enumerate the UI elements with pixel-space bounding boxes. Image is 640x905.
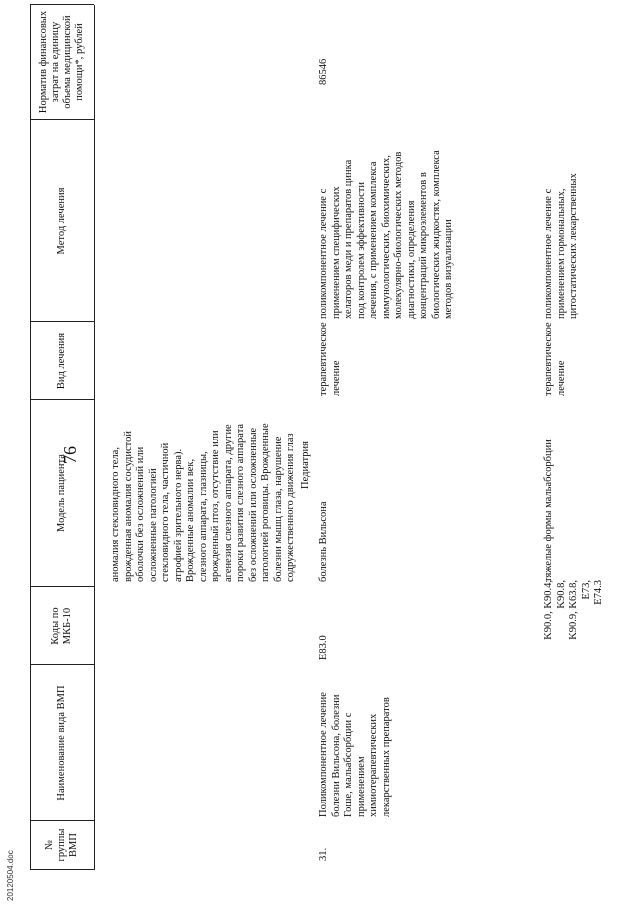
method-cell: поликомпонентное лечение с применением гормональных, цитостатических лекарственных: [543, 173, 579, 319]
header-method: Метод лечения: [56, 187, 67, 255]
norm-cell: 86546: [318, 58, 329, 85]
header-codes: Коды по МКБ-10: [50, 607, 73, 645]
row-number: 31.: [318, 847, 329, 861]
model-cell: тяжелые формы мальабсорбции: [543, 439, 554, 582]
codes-cell: K90.0, K90.4, K90.8, K90.9, K63.8, E73, E74.3: [543, 580, 604, 640]
header-group: № группы ВМП: [44, 828, 79, 862]
model-cell: болезнь Вильсона: [318, 501, 329, 582]
page-number: 76: [60, 446, 80, 464]
type-cell: терапевтическое лечение: [318, 322, 342, 396]
header-norm: Норматив финансовых затрат на единицу объема медицинской помощи*, рублей: [38, 10, 85, 114]
section-title: Педиатрия: [300, 441, 311, 489]
footer-filename: 20120504.doc: [6, 850, 15, 901]
row-name: Поликомпонентное лечение болезни Вильсона, болезни Гоше, мальабсорбции с применением химиотерапевтических лекарственных препаратов: [318, 692, 392, 817]
codes-cell: E83.0: [318, 635, 329, 660]
header-type: Вид лечения: [56, 332, 67, 390]
method-cell: поликомпонентное лечение с применением специфических хелаторов меди и препаратов цинка под контролем эффективности лечения, с применением комплекса иммунологических, биохимических, молекулярно-биологических методов диагностики, определения концентраций микроэлементов в биологических жидкостях, комплекса методов визуализации: [318, 150, 454, 319]
continuation-model-text: аномалия стекловидного тела, врожденная аномалия сосудистой оболочки без осложнений или осложненные патологией стекловидного тела, частичной атрофией зрительного нерва). Врожденные аномалии век, слезного аппарата, глазницы, врожденный птоз, отсутствие или агенезия слезного аппарата, другие пороки развития слезного аппарата без осложнений или осложненные патологией роговицы. Врожденные болезни мышц глаза, нарушение содружественного движения глаз: [110, 423, 296, 582]
header-model: Модель пациента: [56, 454, 67, 532]
type-cell: терапевтическое лечение: [543, 322, 567, 396]
header-name: Наименование вида ВМП: [56, 685, 67, 801]
